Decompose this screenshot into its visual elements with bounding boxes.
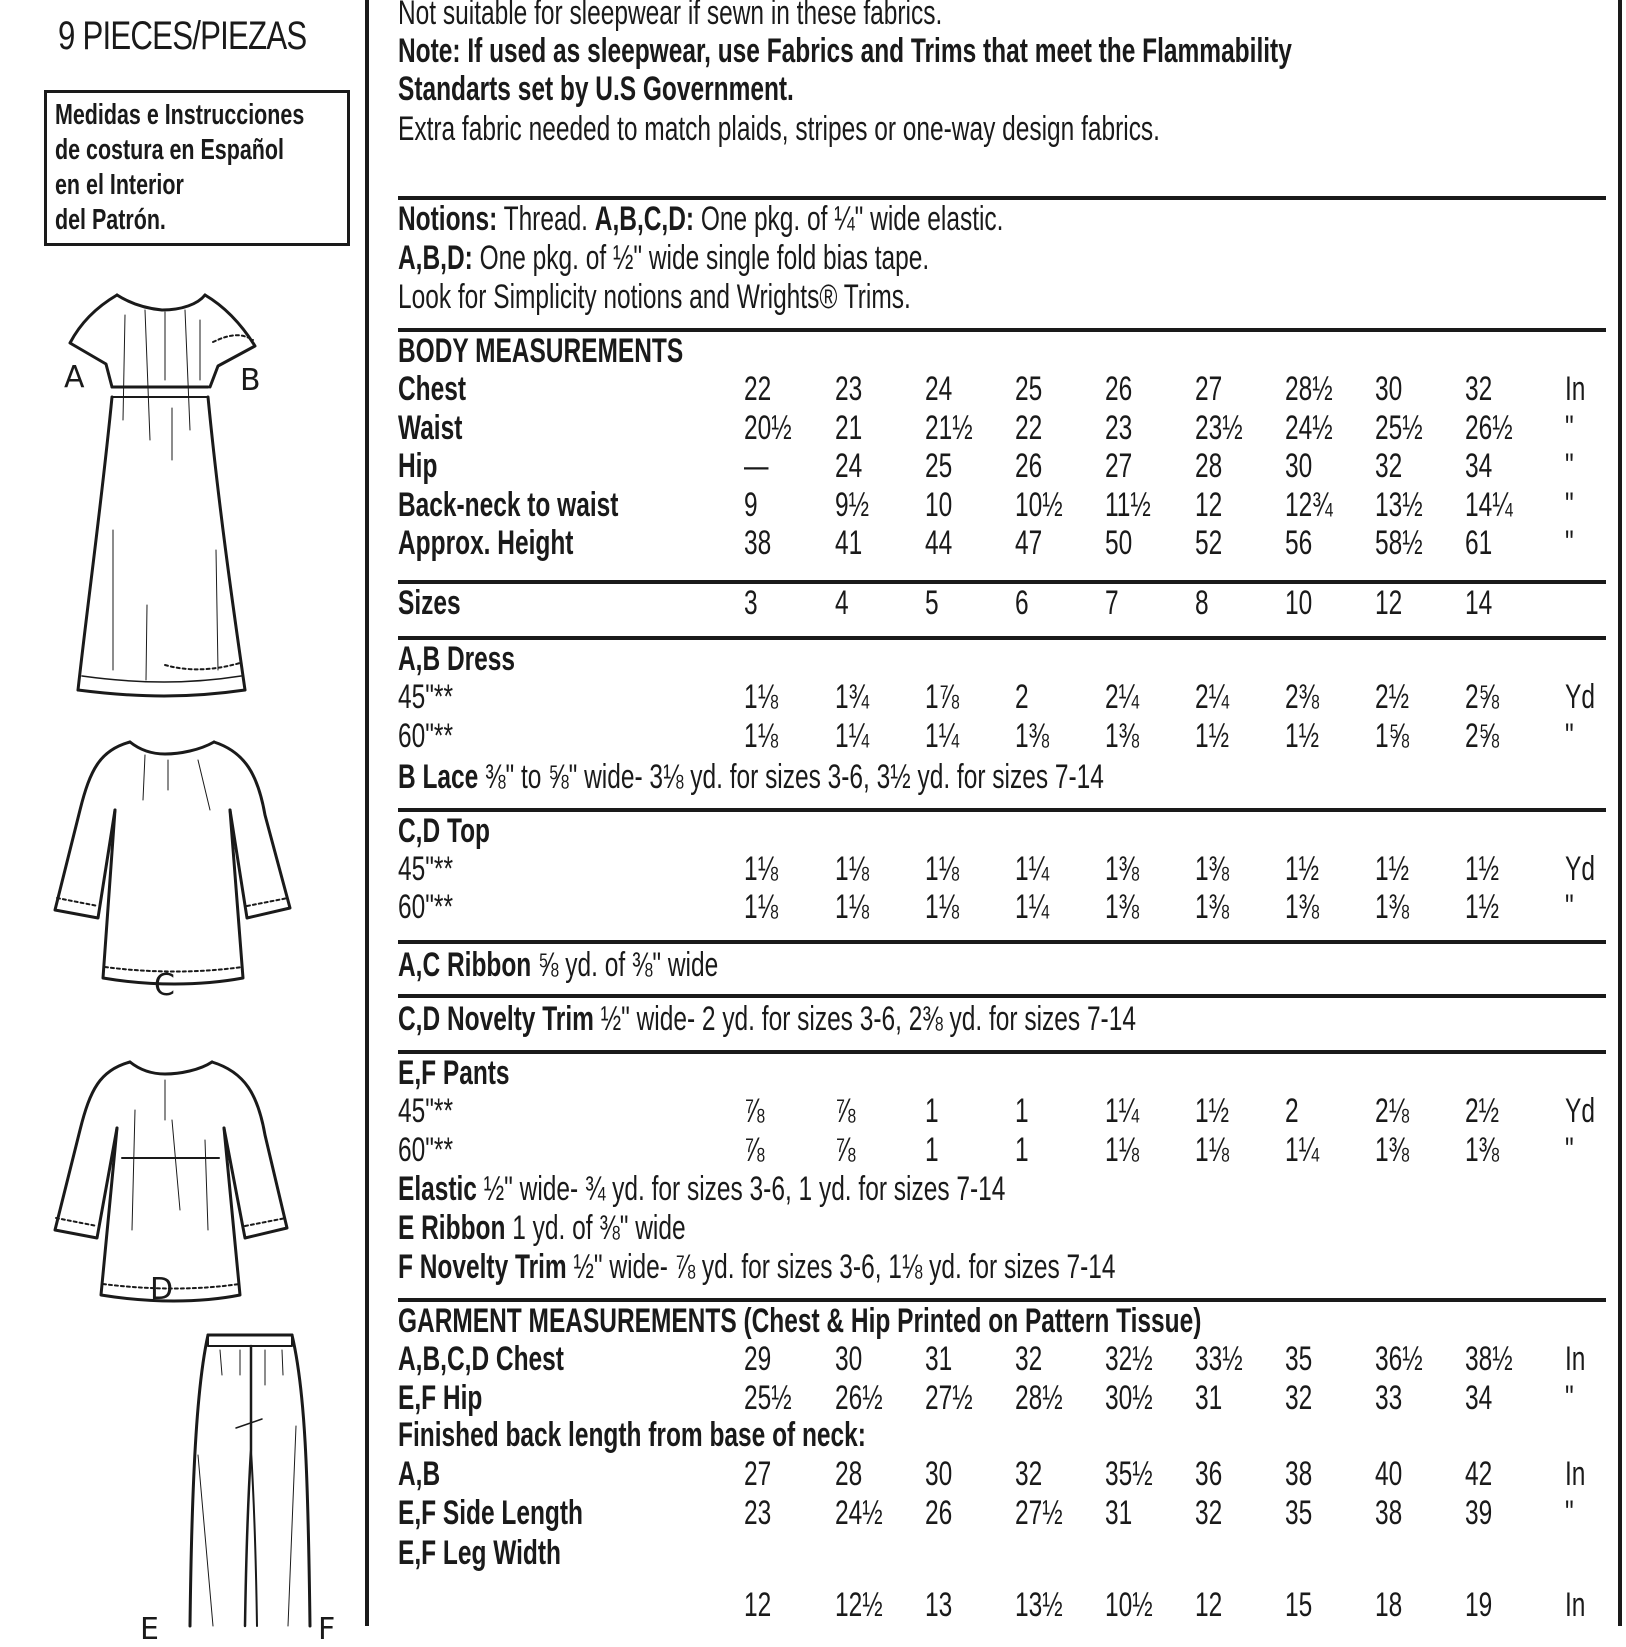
lace-note: B Lace ⅜" to ⅝" wide- 3⅛ yd. for sizes 3-6, 3½ yd. for sizes 7-14 — [398, 758, 1104, 796]
unit-label: In — [1565, 370, 1586, 408]
table-cell: 35 — [1285, 1340, 1313, 1378]
section-rule — [398, 580, 1606, 584]
table-cell: 9 — [744, 485, 758, 524]
table-cell: 27 — [744, 1455, 772, 1493]
table-cell: 31 — [1105, 1493, 1133, 1532]
table-cell: 38½ — [1465, 1340, 1513, 1378]
sleepwear-warning: Not suitable for sleepwear if sewn in these fabrics. — [398, 0, 943, 32]
table-cell: 32½ — [1105, 1340, 1153, 1378]
table-cell: 1⅛ — [835, 850, 870, 888]
row-label: 45"** — [398, 1092, 453, 1130]
table-cell: 12¾ — [1285, 485, 1333, 524]
table-cell: ⅞ — [744, 1092, 765, 1130]
row-label: A,B,C,D Chest — [398, 1340, 564, 1378]
row-label: A,B — [398, 1455, 441, 1493]
spanish-note-line: de costura en Español — [55, 134, 284, 166]
table-cell: 22 — [1015, 408, 1043, 447]
table-cell: 1¼ — [925, 716, 960, 755]
flammability-note-line1: Note: If used as sleepwear, use Fabrics and Trims that meet the Flammability — [398, 32, 1292, 70]
table-cell: ⅞ — [835, 1130, 856, 1169]
unit-label: " — [1565, 1130, 1574, 1169]
table-cell: 1⅛ — [744, 716, 779, 755]
table-cell: 1⅜ — [1375, 1130, 1410, 1169]
table-cell: 1 — [1015, 1092, 1029, 1130]
table-cell: 24 — [835, 447, 863, 485]
table-cell: 61 — [1465, 524, 1493, 562]
table-cell: 2⅝ — [1465, 678, 1500, 716]
table-cell: 1⅝ — [1375, 716, 1410, 755]
table-cell: 26½ — [835, 1378, 883, 1417]
table-row — [398, 852, 1608, 890]
table-cell: 30 — [835, 1340, 863, 1378]
table-cell: 30½ — [1105, 1378, 1153, 1417]
table-row — [398, 1378, 1608, 1419]
table-row — [398, 408, 1608, 449]
table-cell: 47 — [1015, 524, 1043, 562]
unit-label: Yd — [1565, 1092, 1595, 1130]
notions-line3: Look for Simplicity notions and Wrights® Trims. — [398, 278, 911, 316]
table-cell: 1⅜ — [1105, 888, 1140, 926]
table-cell: 23 — [835, 370, 863, 408]
table-cell: ⅞ — [835, 1092, 856, 1130]
unit-label: " — [1565, 447, 1574, 485]
table-cell: 1½ — [1375, 850, 1410, 888]
ribbon-e-note: E Ribbon 1 yd. of ⅜" wide — [398, 1209, 686, 1247]
table-cell: 2½ — [1465, 1092, 1500, 1130]
table-cell: 1 — [925, 1130, 939, 1169]
table-cell: 18 — [1375, 1586, 1403, 1624]
size-cell: 5 — [925, 584, 939, 622]
table-cell: 1⅜ — [1375, 888, 1410, 926]
table-cell: 10½ — [1105, 1586, 1153, 1624]
table-cell: 22 — [744, 370, 772, 408]
unit-label: " — [1565, 888, 1574, 926]
table-cell: 40 — [1375, 1455, 1403, 1493]
table-row — [398, 586, 1608, 624]
pieces-count: 9 PIECES/PIEZAS — [58, 14, 307, 58]
table-cell: 11½ — [1105, 485, 1151, 524]
row-label: E,F Side Length — [398, 1493, 583, 1532]
row-label: 45"** — [398, 850, 453, 888]
table-cell: 13½ — [1015, 1586, 1063, 1624]
table-cell: 21½ — [925, 408, 973, 447]
table-cell: 1 — [1015, 1130, 1029, 1169]
table-cell: 1¼ — [1015, 850, 1050, 888]
table-cell: 26 — [1015, 447, 1043, 485]
table-cell: 21 — [835, 408, 863, 447]
table-cell: 9½ — [835, 485, 870, 524]
row-label: 60"** — [398, 716, 453, 755]
table-cell: 1⅛ — [744, 888, 779, 926]
table-row — [398, 1130, 1608, 1171]
table-cell: 38 — [1285, 1455, 1313, 1493]
size-cell: 3 — [744, 584, 758, 622]
table-cell: 30 — [1285, 447, 1313, 485]
table-row — [398, 485, 1608, 526]
table-row — [398, 680, 1608, 718]
table-row — [398, 1457, 1608, 1495]
row-label: Chest — [398, 370, 467, 408]
table-row — [398, 449, 1608, 487]
row-label: E,F Hip — [398, 1378, 483, 1417]
table-cell: 2⅝ — [1465, 716, 1500, 755]
table-row — [398, 372, 1608, 410]
table-cell: 58½ — [1375, 524, 1423, 562]
table-cell: 33 — [1375, 1378, 1403, 1417]
table-cell: 2⅜ — [1285, 678, 1320, 716]
table-cell: 28½ — [1015, 1378, 1063, 1417]
view-label-c: C — [154, 968, 175, 1003]
spanish-note-line: del Patrón. — [55, 204, 166, 236]
unit-label: In — [1565, 1586, 1586, 1624]
table-row — [398, 716, 1608, 757]
section-rule — [398, 994, 1606, 998]
table-cell: 25 — [1015, 370, 1043, 408]
column-divider — [365, 0, 369, 1626]
table-cell: 38 — [744, 524, 772, 562]
size-cell: 8 — [1195, 584, 1209, 622]
table-cell: 50 — [1105, 524, 1133, 562]
table-cell: 1¼ — [1105, 1092, 1140, 1130]
table-cell: 2 — [1015, 678, 1029, 716]
table-cell: 1⅜ — [1015, 716, 1050, 755]
table-cell: 1¼ — [1015, 888, 1050, 926]
row-label: 60"** — [398, 1130, 453, 1169]
table-cell: 33½ — [1195, 1340, 1243, 1378]
table-cell: 36 — [1195, 1455, 1223, 1493]
view-label-e: E — [140, 1612, 159, 1647]
finished-length-title: Finished back length from base of neck: — [398, 1416, 866, 1454]
table-cell: 31 — [1195, 1378, 1223, 1417]
body-measurements-title: BODY MEASUREMENTS — [398, 332, 684, 370]
table-cell: 30 — [925, 1455, 953, 1493]
table-cell: 32 — [1375, 447, 1403, 485]
row-label: Back-neck to waist — [398, 485, 619, 524]
table-cell: 1⅜ — [1465, 1130, 1500, 1169]
table-cell: 1⅜ — [1105, 716, 1140, 755]
spanish-note-line: en el Interior — [55, 169, 184, 201]
table-cell: ⅞ — [744, 1130, 765, 1169]
table-cell: 1⅛ — [1105, 1130, 1140, 1169]
notions-line2: A,B,D: One pkg. of ½" wide single fold bias tape. — [398, 239, 930, 277]
table-cell: 1⅜ — [1195, 850, 1230, 888]
table-row — [398, 1493, 1608, 1534]
unit-label: " — [1565, 524, 1574, 562]
table-cell: 2 — [1285, 1092, 1299, 1130]
table-cell: 1⅛ — [744, 678, 779, 716]
row-label: Waist — [398, 408, 463, 447]
table-cell: 27½ — [925, 1378, 973, 1417]
table-cell: 44 — [925, 524, 953, 562]
table-cell: 38 — [1375, 1493, 1403, 1532]
spanish-note-line: Medidas e Instrucciones — [55, 99, 305, 131]
table-cell: 27 — [1105, 447, 1133, 485]
table-cell: 27½ — [1015, 1493, 1063, 1532]
row-label: 60"** — [398, 888, 453, 926]
unit-label: In — [1565, 1455, 1586, 1493]
table-cell: 1½ — [1285, 716, 1320, 755]
table-cell: 52 — [1195, 524, 1223, 562]
table-cell: 2¼ — [1195, 678, 1230, 716]
table-cell: 32 — [1195, 1493, 1223, 1532]
top-d-illustration — [0, 1050, 360, 1310]
row-label: 45"** — [398, 678, 453, 716]
table-cell: 2½ — [1375, 678, 1410, 716]
table-cell: 25 — [925, 447, 953, 485]
sizes-label: Sizes — [398, 584, 461, 622]
view-label-d: D — [150, 1272, 174, 1307]
table-cell: 1⅜ — [1195, 888, 1230, 926]
table-cell: 32 — [1015, 1340, 1043, 1378]
extra-fabric-note: Extra fabric needed to match plaids, stripes or one-way design fabrics. — [398, 110, 1160, 148]
view-label-b: B — [240, 363, 261, 398]
table-row — [398, 890, 1608, 928]
table-cell: 10 — [925, 485, 953, 524]
table-cell: 25½ — [744, 1378, 792, 1417]
table-cell: 32 — [1465, 370, 1493, 408]
table-cell: 39 — [1465, 1493, 1493, 1532]
table-cell: 35½ — [1105, 1455, 1153, 1493]
novelty-trim-cd-note: C,D Novelty Trim ½" wide- 2 yd. for sizes 3-6, 2⅜ yd. for sizes 7-14 — [398, 1000, 1136, 1038]
table-cell: 12 — [744, 1586, 772, 1624]
table-cell: 19 — [1465, 1586, 1493, 1624]
size-cell: 4 — [835, 584, 849, 622]
table-cell: 13 — [925, 1586, 953, 1624]
table-cell: 27 — [1195, 370, 1223, 408]
table-cell: 30 — [1375, 370, 1403, 408]
table-row — [398, 1094, 1608, 1132]
table-cell: 15 — [1285, 1586, 1313, 1624]
table-row — [398, 1588, 1608, 1626]
unit-label: In — [1565, 1340, 1586, 1378]
unit-label: " — [1565, 485, 1574, 524]
table-cell: 1½ — [1285, 850, 1320, 888]
leg-width-title: E,F Leg Width — [398, 1534, 561, 1572]
table-cell: 24½ — [835, 1493, 883, 1532]
table-cell: 42 — [1465, 1455, 1493, 1493]
table-row — [398, 1342, 1608, 1380]
row-label: Hip — [398, 447, 438, 485]
table-cell: 12 — [1195, 485, 1223, 524]
notions-line1: Notions: Thread. A,B,C,D: One pkg. of ¼" wide elastic. — [398, 200, 1004, 238]
table-cell: 29 — [744, 1340, 772, 1378]
table-cell: 1⅜ — [1105, 850, 1140, 888]
table-cell: 12 — [1195, 1586, 1223, 1624]
unit-label: Yd — [1565, 678, 1595, 716]
dress-ab-illustration — [0, 280, 360, 700]
section-rule — [398, 808, 1606, 812]
table-cell: 32 — [1015, 1455, 1043, 1493]
table-cell: 1⅛ — [1195, 1130, 1230, 1169]
table-cell: 28½ — [1285, 370, 1333, 408]
table-cell: 1⅛ — [925, 888, 960, 926]
section-rule — [398, 636, 1606, 640]
pants-title: E,F Pants — [398, 1054, 510, 1092]
size-cell: 6 — [1015, 584, 1029, 622]
size-cell: 14 — [1465, 584, 1493, 622]
novelty-trim-f-note: F Novelty Trim ½" wide- ⅞ yd. for sizes 3-6, 1⅛ yd. for sizes 7-14 — [398, 1248, 1116, 1286]
table-cell: — — [744, 447, 769, 485]
table-cell: 2⅛ — [1375, 1092, 1410, 1130]
table-cell: 23 — [1105, 408, 1133, 447]
table-cell: 1½ — [1465, 888, 1500, 926]
table-cell: 2¼ — [1105, 678, 1140, 716]
table-row — [398, 526, 1608, 564]
right-border — [1618, 0, 1622, 1626]
size-cell: 12 — [1375, 584, 1403, 622]
table-cell: 24 — [925, 370, 953, 408]
table-cell: 28 — [835, 1455, 863, 1493]
table-cell: 1½ — [1195, 1092, 1230, 1130]
view-label-f: F — [318, 1612, 336, 1647]
table-cell: 34 — [1465, 1378, 1493, 1417]
table-cell: 1⅜ — [1285, 888, 1320, 926]
section-rule — [398, 940, 1606, 944]
table-cell: 1 — [925, 1092, 939, 1130]
table-cell: 12½ — [835, 1586, 883, 1624]
unit-label: " — [1565, 716, 1574, 755]
table-cell: 34 — [1465, 447, 1493, 485]
unit-label: " — [1565, 1493, 1574, 1532]
table-cell: 13½ — [1375, 485, 1423, 524]
top-c-illustration — [0, 730, 360, 990]
table-cell: 56 — [1285, 524, 1313, 562]
table-cell: 1⅛ — [744, 850, 779, 888]
table-cell: 1½ — [1195, 716, 1230, 755]
top-title: C,D Top — [398, 812, 491, 850]
table-cell: 26 — [925, 1493, 953, 1532]
unit-label: Yd — [1565, 850, 1595, 888]
table-cell: 20½ — [744, 408, 792, 447]
table-cell: 1¼ — [1285, 1130, 1320, 1169]
table-cell: 14¼ — [1465, 485, 1513, 524]
table-cell: 26½ — [1465, 408, 1513, 447]
table-cell: 41 — [835, 524, 863, 562]
elastic-note: Elastic ½" wide- ¾ yd. for sizes 3-6, 1 yd. for sizes 7-14 — [398, 1170, 1006, 1208]
dress-title: A,B Dress — [398, 640, 516, 678]
table-cell: 36½ — [1375, 1340, 1423, 1378]
size-cell: 7 — [1105, 584, 1119, 622]
table-cell: 23 — [744, 1493, 772, 1532]
table-cell: 25½ — [1375, 408, 1423, 447]
table-cell: 1⅛ — [925, 850, 960, 888]
table-cell: 1⅞ — [925, 678, 960, 716]
ribbon-ac-note: A,C Ribbon ⅝ yd. of ⅜" wide — [398, 946, 719, 984]
table-cell: 23½ — [1195, 408, 1243, 447]
table-cell: 1¼ — [835, 716, 870, 755]
spanish-instructions-box — [44, 90, 350, 246]
unit-label: " — [1565, 1378, 1574, 1417]
table-cell: 31 — [925, 1340, 953, 1378]
table-cell: 35 — [1285, 1493, 1313, 1532]
unit-label: " — [1565, 408, 1574, 447]
garment-measurements-title: GARMENT MEASUREMENTS (Chest & Hip Printed on Pattern Tissue) — [398, 1302, 1202, 1340]
pants-ef-illustration — [0, 1330, 360, 1647]
section-rule — [398, 1050, 1606, 1054]
table-cell: 1¾ — [835, 678, 870, 716]
view-label-a: A — [64, 360, 85, 395]
flammability-note-line2: Standarts set by U.S Government. — [398, 70, 794, 108]
table-cell: 1½ — [1465, 850, 1500, 888]
row-label: Approx. Height — [398, 524, 574, 562]
table-cell: 28 — [1195, 447, 1223, 485]
table-cell: 10½ — [1015, 485, 1063, 524]
table-cell: 26 — [1105, 370, 1133, 408]
table-cell: 1⅛ — [835, 888, 870, 926]
table-cell: 24½ — [1285, 408, 1333, 447]
size-cell: 10 — [1285, 584, 1313, 622]
table-cell: 32 — [1285, 1378, 1313, 1417]
